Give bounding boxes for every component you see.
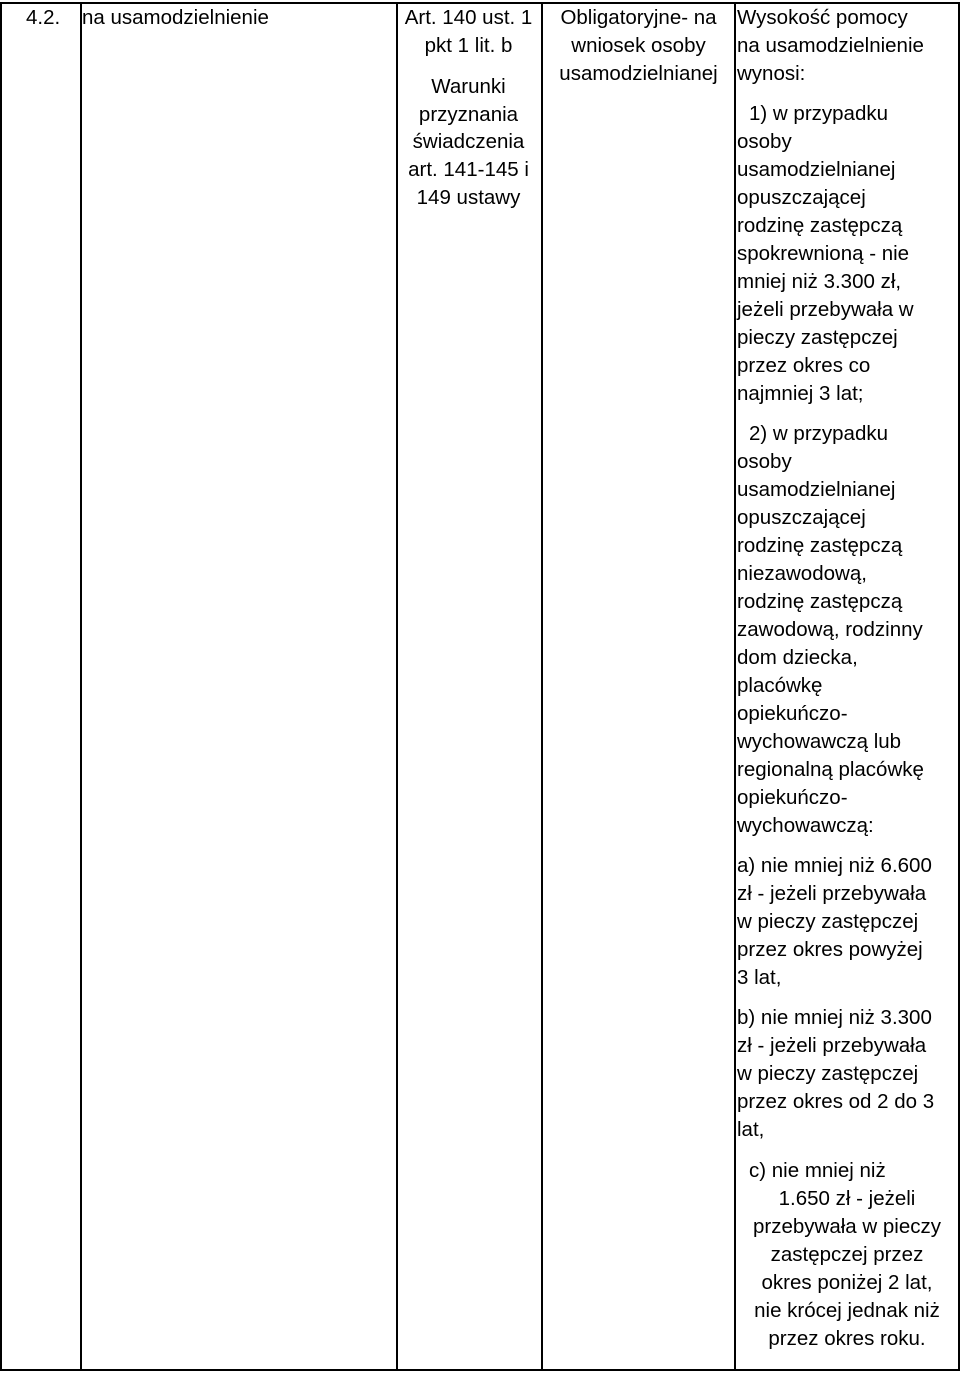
case1-line: przez okres co xyxy=(737,354,871,377)
case2-line: opuszczającej xyxy=(737,506,866,529)
sub-c-line: zastępczej przez xyxy=(770,1243,924,1266)
case2-line: opiekuńczo- xyxy=(737,702,848,725)
case1-line: jeżeli przebywała w xyxy=(737,298,914,321)
sub-c-line: nie krócej jednak niż xyxy=(754,1299,940,1322)
row-name: na usamodzielnienie xyxy=(82,6,269,29)
case2-line: opiekuńczo- xyxy=(737,786,848,809)
requirements-line: usamodzielnianej xyxy=(559,62,718,85)
sub-c-line: 1.650 zł - jeżeli xyxy=(778,1187,916,1210)
sub-c-line: okres poniżej 2 lat, xyxy=(761,1271,933,1294)
requirements-line: Obligatoryjne- na xyxy=(560,6,717,29)
case1-line: mniej niż 3.300 zł, xyxy=(737,270,902,293)
case2-line: regionalną placówkę xyxy=(737,758,924,781)
row-number: 4.2. xyxy=(26,6,61,29)
case2-line: dom dziecka, xyxy=(737,646,858,669)
amount-intro-line: wynosi: xyxy=(737,62,806,85)
sub-a-line: a) nie mniej niż 6.600 xyxy=(737,854,932,877)
case2-line: wychowawczą: xyxy=(737,814,874,837)
legal-basis-line: 149 ustawy xyxy=(416,186,521,209)
cell-number xyxy=(0,2,82,1371)
cell-name xyxy=(80,2,398,1371)
case1-line: pieczy zastępczej xyxy=(737,326,898,349)
sub-a-line: zł - jeżeli przebywała xyxy=(737,882,927,905)
case1-line: najmniej 3 lat; xyxy=(737,382,864,405)
sub-c-line: przebywała w pieczy xyxy=(753,1215,941,1238)
case2-line: niezawodową, xyxy=(737,562,867,585)
sub-a-line: 3 lat, xyxy=(737,966,782,989)
case2-line: usamodzielnianej xyxy=(737,478,896,501)
case1-line: usamodzielnianej xyxy=(737,158,896,181)
legal-basis-line: przyznania xyxy=(418,103,519,126)
case1-line: osoby xyxy=(737,130,792,153)
sub-c-line: przez okres roku. xyxy=(768,1327,926,1350)
legal-basis-line: art. 141-145 i xyxy=(408,158,529,181)
sub-b-line: przez okres od 2 do 3 xyxy=(737,1090,935,1113)
sub-b-line: lat, xyxy=(737,1118,765,1141)
case1-line: opuszczającej xyxy=(737,186,866,209)
sub-a-line: przez okres powyżej xyxy=(737,938,923,961)
case1-line: spokrewnioną - nie xyxy=(737,242,910,265)
cell-requirements xyxy=(541,2,736,1371)
requirements-line: wniosek osoby xyxy=(571,34,706,57)
case2-line: osoby xyxy=(737,450,792,473)
legal-basis-line: Art. 140 ust. 1 xyxy=(404,6,533,29)
case2-line: rodzinę zastępczą xyxy=(737,590,903,613)
case1-line: rodzinę zastępczą xyxy=(737,214,903,237)
sub-b-line: w pieczy zastępczej xyxy=(737,1062,919,1085)
amount-intro-line: na usamodzielnienie xyxy=(737,34,924,57)
legal-basis-line: Warunki xyxy=(431,75,506,98)
sub-b-line: zł - jeżeli przebywała xyxy=(737,1034,927,1057)
case2-line: zawodową, rodzinny xyxy=(737,618,923,641)
legal-basis-line: pkt 1 lit. b xyxy=(424,34,513,57)
case1-line: 1) w przypadku xyxy=(749,102,889,125)
amount-intro-line: Wysokość pomocy xyxy=(737,6,908,29)
case2-line: 2) w przypadku xyxy=(749,422,889,445)
legal-basis-line: świadczenia xyxy=(412,130,525,153)
sub-a-line: w pieczy zastępczej xyxy=(737,910,919,933)
case2-line: wychowawczą lub xyxy=(737,730,902,753)
case2-line: rodzinę zastępczą xyxy=(737,534,903,557)
sub-c-line: c) nie mniej niż xyxy=(749,1159,886,1182)
case2-line: placówkę xyxy=(737,674,823,697)
sub-b-line: b) nie mniej niż 3.300 xyxy=(737,1006,932,1029)
